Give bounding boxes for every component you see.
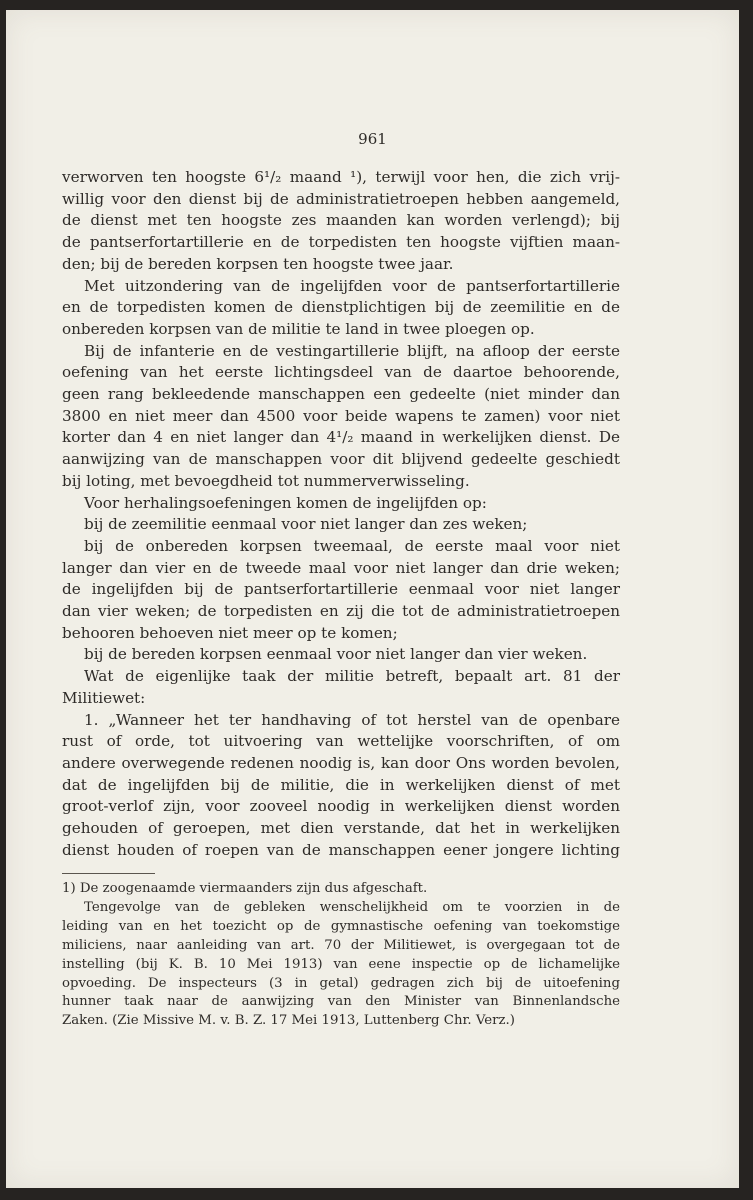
text-line: Met uitzondering van de ingelijfden voor de pantserfortartillerie (84, 276, 620, 295)
footnote-line: instelling (bij K. B. 10 Mei 1913) van eene inspectie op de lichamelijke (62, 956, 620, 972)
footnote-line: miliciens, naar aanleiding van art. 70 der Militiewet, is overgegaan tot de (62, 937, 620, 953)
text-line: de dienst met ten hoogste zes maanden kan worden verlengd); bij (62, 211, 620, 230)
text-line: dan vier weken; de torpedisten en zij die tot de administratietroepen (62, 602, 620, 621)
text-line: langer dan vier en de tweede maal voor niet langer dan drie weken; (62, 558, 620, 577)
text-line: 1. „Wanneer het ter handhaving of tot herstel van de openbare (84, 710, 620, 729)
text-line: 3800 en niet meer dan 4500 voor beide wapens te zamen) voor niet (62, 406, 620, 425)
text-line: rust of orde, tot uitvoering van wettelijke voorschriften, of om (62, 732, 620, 751)
text-line: oefening van het eerste lichtingsdeel van de daartoe behoorende, (62, 363, 620, 382)
body-text (62, 167, 620, 862)
footnotes (62, 880, 620, 1031)
text-line: den; bij de bereden korpsen ten hoogste twee jaar. (62, 254, 454, 273)
text-line: Militiewet: (62, 688, 146, 707)
text-line: onbereden korpsen van de militie te land in twee ploegen op. (62, 319, 535, 338)
text-line: verworven ten hoogste 6¹/₂ maand ¹), terwijl voor hen, die zich vrij- (62, 168, 620, 186)
text-line: groot-verlof zijn, voor zooveel noodig in werkelijken dienst worden (62, 797, 620, 816)
text-line: dienst houden of roepen van de manschappen eener jongere lichting (62, 840, 620, 859)
footnote-line: Zaken. (Zie Missive M. v. B. Z. 17 Mei 1913, Luttenberg Chr. Verz.) (62, 1013, 515, 1029)
text-line: aanwijzing van de manschappen voor dit blijvend gedeelte geschiedt (62, 450, 620, 469)
text-line: korter dan 4 en niet langer dan 4¹/₂ maand in werkelijken dienst. De (62, 428, 620, 447)
text-line: de ingelijfden bij de pantserfortartillerie eenmaal voor niet langer (62, 580, 620, 599)
text-line: bij de bereden korpsen eenmaal voor niet langer dan vier weken. (84, 645, 588, 664)
text-line: de pantserfortartillerie en de torpedisten ten hoogste vijftien maan- (62, 233, 620, 252)
text-line: en de torpedisten komen de dienstplichtigen bij de zeemilitie en de (62, 298, 620, 317)
text-line: Bij de infanterie en de vestingartillerie blijft, na afloop der eerste (84, 341, 620, 360)
text-line: Voor herhalingsoefeningen komen de ingelijfden op: (84, 493, 487, 512)
footnote-line: Tengevolge van de gebleken wenschelijkheid om te voorzien in de (84, 899, 620, 915)
text-line: bij loting, met bevoegdheid tot nummerverwisseling. (62, 471, 470, 490)
footnote-line: hunner taak naar de aanwijzing van den Minister van Binnenlandsche (62, 994, 620, 1010)
text-line: geen rang bekleedende manschappen een gedeelte (niet minder dan (62, 385, 620, 404)
text-line: bij de onbereden korpsen tweemaal, de eerste maal voor niet (84, 536, 620, 555)
text-line: Wat de eigenlijke taak der militie betreft, bepaalt art. 81 der (84, 667, 620, 686)
text-line: willig voor den dienst bij de administratietroepen hebben aangemeld, (62, 189, 620, 208)
footnote-line: 1) De zoogenaamde viermaanders zijn dus afgeschaft. (62, 881, 428, 896)
text-line: dat de ingelijfden bij de militie, die in werkelijken dienst of met (62, 775, 620, 794)
text-line: behooren behoeven niet meer op te komen; (62, 623, 398, 642)
footnote-separator (62, 873, 155, 874)
footnote-line: leiding van en het toezicht op de gymnastische oefening van toekomstige (62, 918, 620, 934)
book-page (6, 10, 739, 1188)
text-line: gehouden of geroepen, met dien verstande, dat het in werkelijken (62, 819, 620, 838)
page-number: 961 (358, 130, 387, 148)
text-line: bij de zeemilitie eenmaal voor niet langer dan zes weken; (84, 515, 528, 534)
footnote-line: opvoeding. De inspecteurs (3 in getal) gedragen zich bij de uitoefening (62, 975, 620, 991)
text-line: andere overwegende redenen noodig is, kan door Ons worden bevolen, (62, 753, 620, 772)
